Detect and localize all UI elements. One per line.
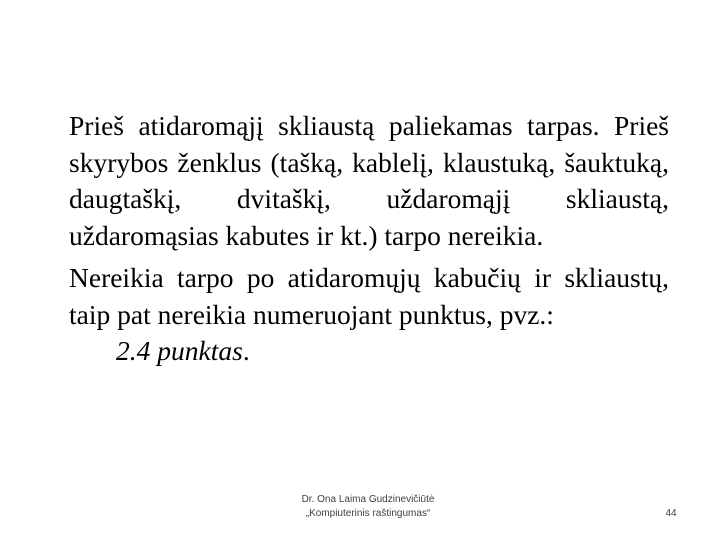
paragraph-no-space-rules: Nereikia tarpo po atidaromųjų kabučių ir skliaustų, taip pat nereikia numeruojant punktus, pvz.: [69,262,669,330]
footer-author: Dr. Ona Laima Gudzinevičiūtė [301,494,435,505]
footer-course: „Kompiuterinis raštingumas“ [305,508,431,519]
page-number: 44 [665,508,677,519]
example-text: 2.4 punktas [116,335,243,366]
paragraph-spacing-rules: Prieš atidaromąjį skliaustą paliekamas tarpas. Prieš skyrybos ženklus (tašką, kablelį, klaustuką, šauktuką, daugtaškį, dvitaškį, uždaromąjį skliaustą, uždaromąsias kabutes ir kt.) tarpo nereikia. [69,110,669,251]
example-line [69,333,669,370]
footer-credit [268,493,468,521]
example-period: . [242,335,250,366]
slide-content [69,108,669,370]
